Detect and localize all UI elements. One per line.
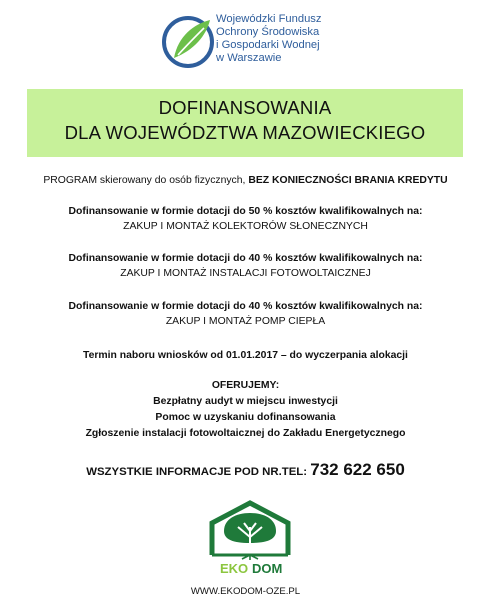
phone-number: 732 622 650: [310, 460, 405, 479]
offer-headline: Dofinansowanie w formie dotacji do 40 % kosztów kwalifikowalnych na:: [68, 253, 423, 264]
offer-item: ZAKUP I MONTAŻ INSTALACJI FOTOWOLTAICZNEJ: [120, 268, 371, 279]
contact-label: WSZYSTKIE INFORMACJE POD NR.TEL:: [86, 466, 311, 478]
we-offer-item: Bezpłatny audyt w miejscu inwestycji: [153, 396, 338, 407]
intro-bold: BEZ KONIECZNOŚCI BRANIA KREDYTU: [248, 175, 448, 186]
wfos-logo: [160, 6, 420, 76]
ekodom-eko-text: EKO: [220, 561, 249, 576]
ekodom-house-tree-icon: [190, 497, 310, 577]
wfos-line-3: i Gospodarki Wodnej: [216, 39, 320, 51]
title-banner: [27, 89, 463, 157]
offer-headline: Dofinansowanie w formie dotacji do 40 % kosztów kwalifikowalnych na:: [68, 301, 423, 312]
contact-line: [0, 460, 491, 480]
wfos-leaf-icon: [160, 6, 216, 76]
wfos-line-2: Ochrony Środowiska: [216, 26, 320, 38]
intro-text: [0, 175, 491, 186]
banner-title-line-2: DLA WOJEWÓDZTWA MAZOWIECKIEGO: [64, 122, 426, 143]
we-offer-title: OFERUJEMY:: [211, 380, 280, 391]
website-link[interactable]: WWW.EKODOM-OZE.PL: [190, 586, 301, 597]
offer-item: ZAKUP I MONTAŻ POMP CIEPŁA: [165, 316, 326, 327]
wfos-line-4: w Warszawie: [216, 52, 282, 64]
banner-title-line-1: DOFINANSOWANIA: [158, 97, 332, 118]
we-offer-item: Zgłoszenie instalacji fotowoltaicznej do Zakładu Energetycznego: [85, 428, 406, 439]
wfos-name: [216, 13, 322, 65]
deadline-text: Termin naboru wniosków od 01.01.2017 – do wyczerpania alokacji: [83, 350, 408, 361]
offer-headline: Dofinansowanie w formie dotacji do 50 % kosztów kwalifikowalnych na:: [68, 206, 423, 217]
wfos-line-1: Wojewódzki Fundusz: [216, 13, 322, 25]
intro-regular: PROGRAM skierowany do osób fizycznych,: [43, 175, 249, 186]
ekodom-dom-text: DOM: [252, 561, 283, 576]
offer-item: ZAKUP I MONTAŻ KOLEKTORÓW SŁONECZNYCH: [123, 221, 368, 232]
we-offer-item: Pomoc w uzyskaniu dofinansowania: [155, 412, 336, 423]
ekodom-logo: [190, 497, 310, 577]
